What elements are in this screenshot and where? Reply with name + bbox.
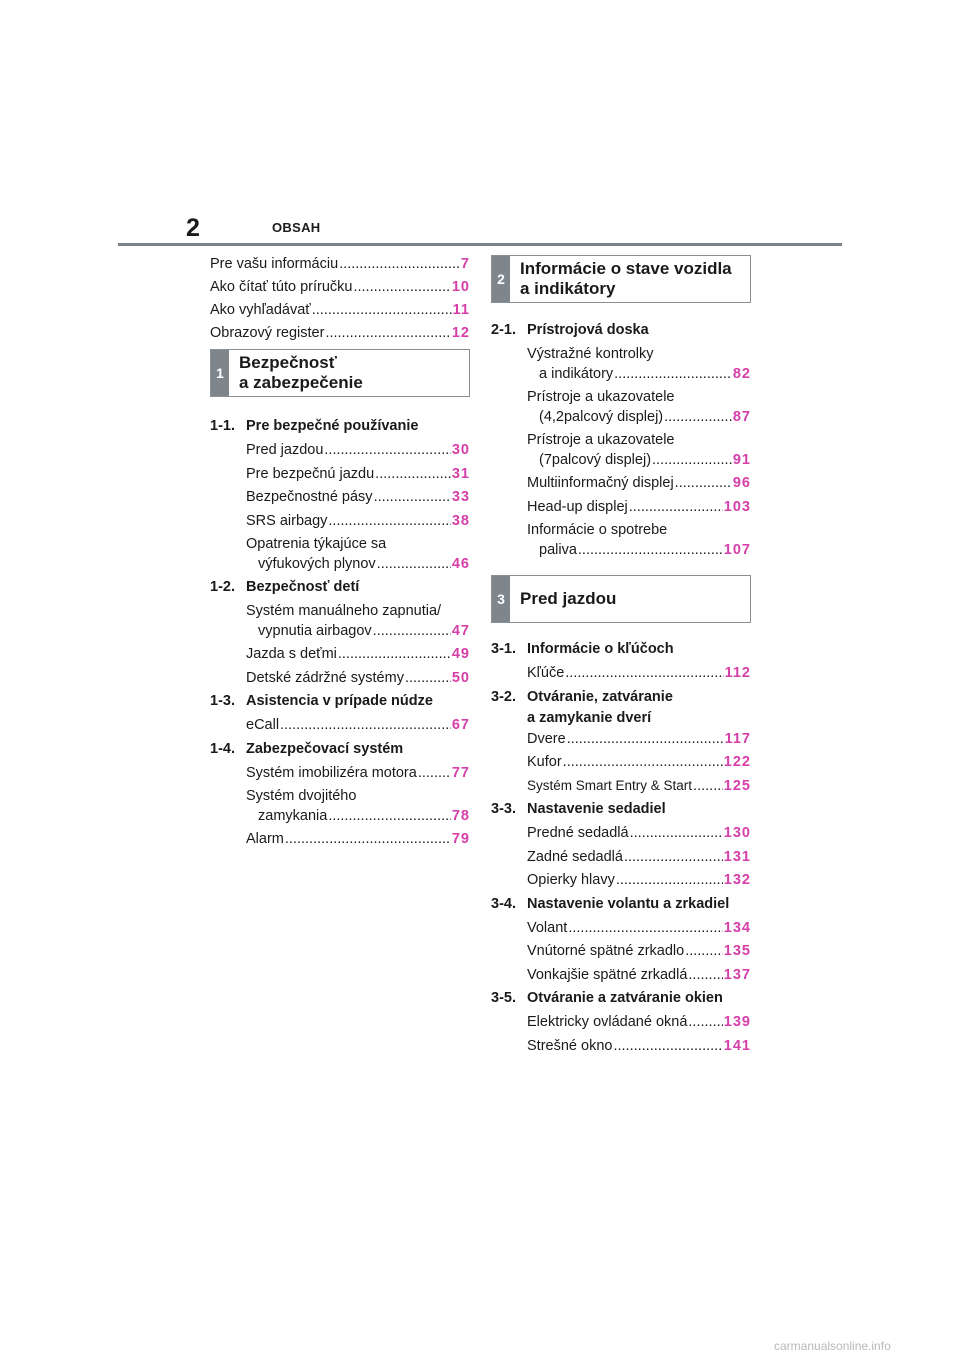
page-ref[interactable]: 107 bbox=[723, 542, 751, 558]
toc-entry[interactable]: (4,2palcový displej) ..... 87 bbox=[527, 408, 751, 431]
toc-entry[interactable]: (7palcový displej) ..... 91 bbox=[527, 451, 751, 474]
toc-entry[interactable]: Strešné okno ..... 141 bbox=[527, 1037, 751, 1061]
toc-entry[interactable]: Volant ..... 134 bbox=[527, 919, 751, 943]
section-heading: 3-2. Otváranie, zatváranie bbox=[491, 688, 673, 705]
toc-entry[interactable]: vypnutia airbagov ..... 47 bbox=[246, 622, 470, 645]
toc-entry[interactable]: a indikátory ..... 82 bbox=[527, 365, 751, 388]
toc-left-column bbox=[210, 255, 470, 854]
page-ref[interactable]: 78 bbox=[451, 808, 470, 824]
toc-entry[interactable]: Pred jazdou ..... 30 bbox=[246, 441, 470, 465]
page-ref[interactable]: 33 bbox=[451, 489, 470, 505]
page-ref[interactable]: 49 bbox=[451, 646, 470, 662]
page-ref[interactable]: 132 bbox=[723, 872, 751, 888]
toc-entry[interactable]: Vonkajšie spätné zrkadlá ..... 137 bbox=[527, 966, 751, 990]
chapter-box-2[interactable] bbox=[491, 255, 751, 303]
page-ref[interactable]: 137 bbox=[723, 966, 751, 983]
chapter-title-line2: a indikátory bbox=[520, 279, 616, 298]
toc-entry[interactable]: Ako čítať túto príručku ..... 10 bbox=[210, 278, 470, 301]
page-number: 2 bbox=[186, 214, 200, 242]
section-heading: 3-4. Nastavenie volantu a zrkadiel bbox=[491, 895, 730, 912]
section-heading-line2: a zamykanie dverí bbox=[527, 709, 652, 726]
toc-entry-line[interactable]: Systém manuálneho zapnutia/ bbox=[246, 603, 442, 619]
toc-entry[interactable]: Vnútorné spätné zrkadlo ..... 135 bbox=[527, 942, 751, 966]
toc-entry[interactable]: Opierky hlavy ..... 132 bbox=[527, 871, 751, 895]
page-ref[interactable]: 12 bbox=[451, 325, 470, 341]
toc-entry[interactable]: Multiinformačný displej ..... 96 bbox=[527, 474, 751, 498]
toc-entry[interactable]: paliva ..... 107 bbox=[527, 541, 751, 564]
toc-entry[interactable]: Elektricky ovládané okná ..... 139 bbox=[527, 1013, 751, 1037]
toc-entry[interactable]: Dvere ..... 117 bbox=[527, 730, 751, 754]
toc-entry[interactable]: Pre vašu informáciu ..... 7 bbox=[210, 255, 470, 278]
page-ref[interactable]: 103 bbox=[723, 498, 751, 515]
section-heading: 3-5. Otváranie a zatváranie okien bbox=[491, 990, 723, 1006]
toc-entry[interactable]: zamykania ..... 78 bbox=[246, 807, 470, 830]
section-heading: 3-3. Nastavenie sedadiel bbox=[491, 801, 666, 817]
chapter-title-line2: a zabezpečenie bbox=[239, 373, 363, 392]
page-ref[interactable]: 7 bbox=[460, 256, 470, 272]
page-ref[interactable]: 47 bbox=[451, 623, 470, 639]
toc-right-column bbox=[491, 255, 751, 1060]
page-ref[interactable]: 134 bbox=[723, 919, 751, 936]
toc-entry[interactable]: Obrazový register ..... 12 bbox=[210, 324, 470, 347]
page-ref[interactable]: 38 bbox=[451, 512, 470, 529]
section-heading: 3-1. Informácie o kľúčoch bbox=[491, 641, 674, 657]
toc-entry[interactable]: Head-up displej ..... 103 bbox=[527, 498, 751, 522]
toc-entry[interactable]: SRS airbagy ..... 38 bbox=[246, 512, 470, 536]
page-ref[interactable]: 67 bbox=[451, 717, 470, 733]
toc-entry[interactable]: Kufor ..... 122 bbox=[527, 753, 751, 777]
toc-entry[interactable]: Systém imobilizéra motora ..... 77 bbox=[246, 764, 470, 788]
toc-entry-line[interactable]: Výstražné kontrolky bbox=[527, 346, 654, 362]
section-heading: 1-4. Zabezpečovací systém bbox=[210, 740, 404, 757]
page-ref[interactable]: 135 bbox=[723, 943, 751, 959]
toc-entry-line[interactable]: Prístroje a ukazovatele bbox=[527, 432, 675, 448]
page-ref[interactable]: 87 bbox=[732, 409, 751, 425]
page-ref[interactable]: 125 bbox=[723, 777, 751, 794]
page-ref[interactable]: 141 bbox=[723, 1037, 751, 1054]
toc-entry[interactable]: Bezpečnostné pásy ..... 33 bbox=[246, 488, 470, 512]
chapter-box-3[interactable] bbox=[491, 575, 751, 623]
toc-entry[interactable]: výfukových plynov ..... 46 bbox=[246, 555, 470, 578]
page-ref[interactable]: 82 bbox=[732, 366, 751, 382]
chapter-tab: 1 bbox=[211, 350, 229, 396]
page-ref[interactable]: 112 bbox=[724, 665, 751, 681]
header-title: OBSAH bbox=[272, 220, 321, 235]
header-rule bbox=[118, 243, 842, 246]
toc-entry[interactable]: eCall ..... 67 bbox=[246, 716, 470, 740]
toc-entry[interactable]: Detské zádržné systémy ..... 50 bbox=[246, 669, 470, 693]
toc-entry[interactable]: Alarm ..... 79 bbox=[246, 830, 470, 854]
page-ref[interactable]: 139 bbox=[723, 1014, 751, 1030]
toc-entry[interactable]: Predné sedadlá ..... 130 bbox=[527, 824, 751, 848]
section-heading: 1-1. Pre bezpečné používanie bbox=[210, 418, 419, 434]
page-ref[interactable]: 130 bbox=[723, 825, 751, 841]
page-ref[interactable]: 46 bbox=[451, 556, 470, 572]
toc-entry-line[interactable]: Prístroje a ukazovatele bbox=[527, 389, 675, 405]
page-ref[interactable]: 96 bbox=[732, 475, 751, 491]
toc-entry[interactable]: Ako vyhľadávať ..... 11 bbox=[210, 301, 470, 324]
page-ref[interactable]: 79 bbox=[451, 831, 470, 847]
page-ref[interactable]: 131 bbox=[723, 848, 751, 865]
chapter-tab: 2 bbox=[492, 256, 510, 302]
chapter-box-1[interactable] bbox=[210, 349, 470, 397]
page-ref[interactable]: 122 bbox=[723, 754, 751, 770]
page-ref[interactable]: 31 bbox=[451, 465, 470, 482]
section-heading: 1-2. Bezpečnosť detí bbox=[210, 579, 360, 595]
toc-entry[interactable]: Zadné sedadlá ..... 131 bbox=[527, 848, 751, 872]
toc-entry[interactable]: Systém Smart Entry & Start ..... 125 bbox=[527, 777, 751, 801]
toc-entry-line[interactable]: Systém dvojitého bbox=[246, 788, 357, 804]
page-ref[interactable]: 117 bbox=[724, 730, 751, 747]
section-heading: 1-3. Asistencia v prípade núdze bbox=[210, 693, 433, 709]
toc-entry-line[interactable]: Informácie o spotrebe bbox=[527, 522, 668, 538]
page-ref[interactable]: 10 bbox=[451, 279, 470, 295]
page-ref[interactable]: 91 bbox=[732, 452, 751, 468]
toc-entry[interactable]: Jazda s deťmi ..... 49 bbox=[246, 645, 470, 669]
page-ref[interactable]: 50 bbox=[451, 669, 470, 686]
chapter-title-line1: Informácie o stave vozidla bbox=[520, 259, 732, 278]
toc-entry[interactable]: Pre bezpečnú jazdu ..... 31 bbox=[246, 465, 470, 489]
watermark: carmanualsonline.info bbox=[774, 1339, 891, 1353]
toc-entry[interactable]: Kľúče ..... 112 bbox=[527, 664, 751, 688]
toc-entry-line[interactable]: Opatrenia týkajúce sa bbox=[246, 536, 387, 552]
chapter-title-line1: Bezpečnosť bbox=[239, 353, 337, 372]
page-ref[interactable]: 30 bbox=[451, 442, 470, 458]
page-ref[interactable]: 11 bbox=[452, 302, 470, 318]
chapter-tab: 3 bbox=[492, 576, 510, 622]
section-heading: 2-1. Prístrojová doska bbox=[491, 322, 649, 338]
chapter-title-line1: Pred jazdou bbox=[520, 589, 617, 608]
page-ref[interactable]: 77 bbox=[451, 764, 470, 781]
